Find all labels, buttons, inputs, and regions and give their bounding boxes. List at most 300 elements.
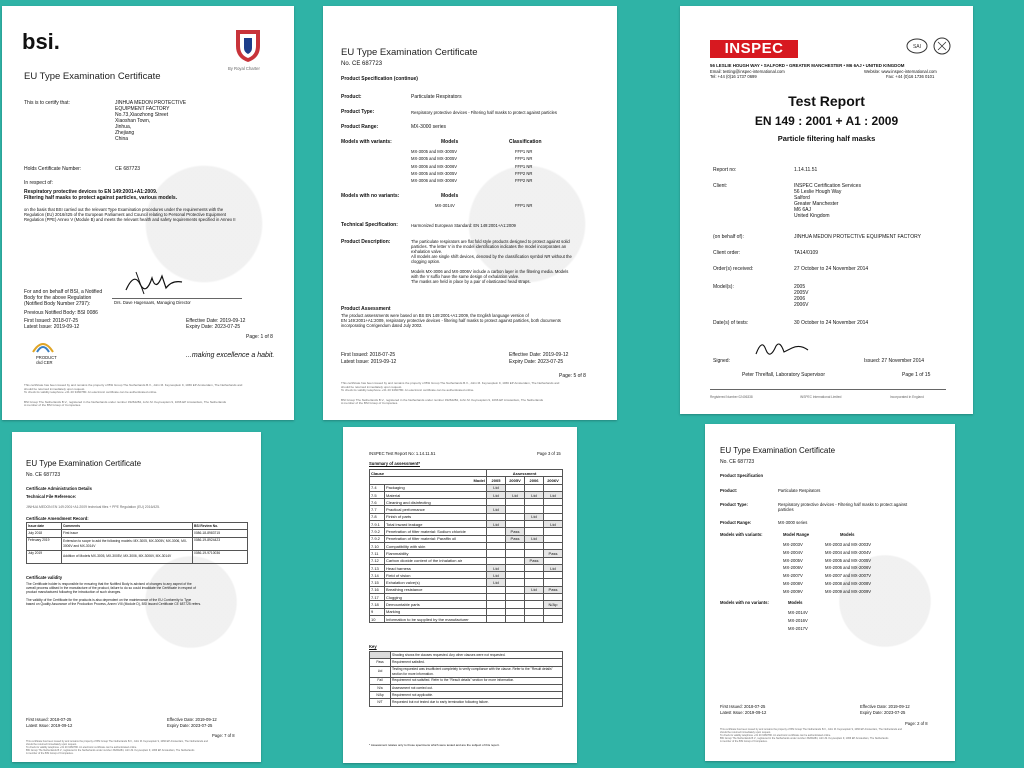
validity-line: The Certificate holder is responsible for ensuring that the Notified Body is advised of changes to any aspect of the — [26, 582, 192, 586]
models-list — [825, 541, 871, 596]
no-variants-label: Models with no variants: — [720, 600, 769, 605]
bsi-logo: bsi. — [22, 29, 60, 54]
key-code — [370, 652, 391, 659]
model-item: MX-2005 and MX-2005V — [825, 557, 872, 563]
report-standard: EN 149 : 2001 + A1 : 2009 — [754, 114, 899, 128]
table-row — [370, 699, 563, 706]
clause-number: 7.6 — [370, 499, 385, 506]
models-list — [411, 148, 457, 184]
assessment-cell — [506, 484, 525, 491]
inspec-fax: Fax: +44 (0)16 1736 0101 — [886, 74, 935, 79]
basis-text: Regulation (PPE) Annex V (Module B) and meets the relevant health and safety requirements specified in Annex II — [24, 217, 236, 222]
assessment-cell: Ltd — [487, 484, 506, 491]
assessment-cell — [506, 557, 525, 564]
signature-icon — [752, 336, 812, 362]
clause-name: Cleaning and disinfecting — [385, 499, 487, 506]
range-item: MX-2008V — [783, 580, 803, 586]
footer-line: should be returned immediately upon request. — [341, 384, 403, 389]
key-title: Key — [369, 644, 377, 649]
description — [411, 239, 572, 284]
range-item: MX-2006V — [783, 565, 803, 571]
client-line: M6 6AJ — [794, 207, 811, 213]
validity-text — [26, 582, 201, 606]
footer-line: To check its validity telephone +31 20 3460780. An electronic certificate can be authenticated online. — [720, 734, 831, 737]
product-value: Particulate Respirators — [778, 488, 821, 493]
assessment-cell — [544, 513, 563, 520]
assessment-cell — [487, 513, 506, 520]
table-row — [370, 513, 563, 520]
clause-number: 7.5 — [370, 491, 385, 498]
model-item: MX-3006 and MX-3006V — [411, 178, 458, 184]
latest-issue: Latest Issue: 2019-09-12 — [26, 723, 73, 728]
range-item: MX-2009V — [783, 588, 803, 594]
inspec-website: Website: www.inspec-international.com — [864, 69, 937, 74]
certificate-number: CE 687723 — [115, 166, 141, 172]
assessment-cell — [506, 513, 525, 520]
product-bold: Respiratory protective devices to EN 149:2001+A1:2009. — [24, 189, 158, 195]
model-col: 2005V — [506, 477, 525, 484]
key-description: Assessment not carried out. — [391, 684, 563, 691]
model-line: 2005 — [794, 284, 806, 290]
assessment-cell: N/Ap — [544, 601, 563, 608]
client-line: Salford — [794, 195, 810, 201]
desc-line: The particulate respirators are flat fold style products designed to protect against solid — [411, 239, 570, 244]
table-row — [370, 506, 563, 513]
assessment-cell — [544, 506, 563, 513]
model-col: 2005 — [487, 477, 506, 484]
table-cell: February 2019 — [27, 537, 62, 550]
test-dates-value: 30 October to 24 November 2014 — [794, 320, 869, 326]
assessment-cell — [544, 572, 563, 579]
clause-number: 7.16 — [370, 586, 385, 593]
model-item: MX-2007 and MX-2007V — [825, 573, 872, 579]
table-header: Issue date — [27, 523, 62, 530]
client-value — [794, 183, 861, 219]
page-number: Page: 7 of 8 — [212, 733, 235, 738]
inspec-email: Email: testing@inspec-international.com — [710, 69, 785, 74]
clause-name: Total inward leakage — [385, 521, 487, 528]
registered-number: Registered Number 02406338 — [710, 395, 753, 399]
assessment-cell — [506, 542, 525, 549]
amendment-label: Certificate Amendment Record: — [26, 516, 89, 521]
assessment-cell: Ltd — [525, 491, 544, 498]
assessment-cell — [506, 601, 525, 608]
models-value — [794, 284, 808, 308]
table-row — [370, 615, 563, 622]
assessment-label: Product Assessment — [341, 306, 391, 312]
sai-global-icon — [906, 38, 928, 54]
holds-label: Holds Certificate Number: — [24, 166, 82, 172]
inspec-report-page-3 — [343, 427, 577, 763]
footer — [24, 384, 242, 408]
product-value: Particulate Respirators — [411, 94, 462, 100]
certificate-title: EU Type Examination Certificate — [720, 446, 836, 455]
table-row — [370, 684, 563, 691]
key-code: Fail — [370, 677, 391, 684]
key-description: Requirement not satisfied. Refer to the "Result details" section for more information. — [391, 677, 563, 684]
model-line: 2006 — [794, 296, 806, 302]
clause-number: 7.10 — [370, 542, 385, 549]
clause-number: 7.7 — [370, 506, 385, 513]
no-variants-model: MX-3014V — [435, 203, 455, 208]
first-issued: First Issued: 2018-07-25 — [26, 717, 72, 722]
range-item: MX-2003V — [783, 542, 803, 547]
class-item: FFP1 NR — [515, 149, 533, 154]
orders-received-label: Order(s) received: — [713, 266, 754, 272]
signature-line — [112, 298, 242, 299]
clause-number: 7.11 — [370, 550, 385, 557]
model-item: MX-3006 and MX-3006V — [411, 163, 458, 169]
report-subtitle: Particle filtering half masks — [777, 134, 876, 143]
assessment-cell: Ltd — [506, 491, 525, 498]
expiry-date: Expiry Date: 2023-07-25 — [186, 324, 241, 330]
table-row — [27, 550, 248, 563]
assessment-cell — [525, 564, 544, 571]
range-item: MX-2004V — [783, 549, 803, 555]
table-row — [370, 499, 563, 506]
footer — [720, 728, 902, 743]
signature-icon — [122, 268, 186, 296]
clause-name: Compatibility with skin — [385, 542, 487, 549]
novar-item: MX-2017V — [788, 626, 808, 631]
footer-line: should be returned immediately upon request. — [720, 731, 771, 734]
assessment-cell — [506, 564, 525, 571]
assessment-cell: Ltd — [487, 564, 506, 571]
classification-list — [515, 148, 532, 184]
key-description: Requested but not tested due to early termination following failure. — [391, 699, 563, 706]
certify-label: This is to certify that: — [24, 100, 70, 106]
table-row — [370, 491, 563, 498]
accreditation-icon — [932, 36, 952, 58]
assessment-cell — [487, 550, 506, 557]
assessment-cell — [525, 484, 544, 491]
assessment-cell — [506, 521, 525, 528]
model-col: 2006 — [525, 477, 544, 484]
notified-body: For and on behalf of BSI, a Notified — [24, 289, 103, 295]
spec-continue: Product Specification (continue) — [341, 76, 418, 82]
report-header-right: Page 3 of 15 — [537, 451, 561, 456]
clause-number: 7.9.1 — [370, 521, 385, 528]
inspec-tel: Tel: +44 (0)16 1737 0699 — [710, 74, 757, 79]
key-code: Pass — [370, 659, 391, 666]
table-cell: 0086-19-8924423 — [193, 537, 248, 550]
assessment-cell — [506, 579, 525, 586]
table-header: Comments — [62, 523, 193, 530]
classification-header: Classification — [509, 139, 542, 145]
client-line: 56 Leslie Hough Way — [794, 189, 842, 195]
effective-date: Effective Date: 2019-09-12 — [860, 704, 910, 709]
page-number: Page: 5 of 8 — [559, 373, 586, 379]
model-item: MX-3005 and MX-3005V — [411, 149, 458, 154]
certificate-title: EU Type Examination Certificate — [26, 459, 142, 468]
address-line: Zhejiang — [115, 130, 135, 136]
table-row — [370, 601, 563, 608]
footer-line: This certificate has been issued by and remains the property of BSI Group The Netherlands B.V., John M. Keynesplein 9, 1066 EP Amsterdam, The Netherlands and — [26, 740, 208, 743]
report-no-value: 1.14.11.51 — [794, 167, 818, 173]
clause-name: Field of vision — [385, 572, 487, 579]
footer-line: BSI Group The Netherlands B.V., registered in the Netherlands under number 33264284, John M. Keynesplein 9, 1066 EP Amsterdam, The Netherlands — [341, 397, 544, 402]
no-variants-models-header: Models — [441, 193, 459, 199]
assessment-cell: Ltd — [525, 535, 544, 542]
validity-label: Certificate validity — [26, 575, 63, 580]
orders-received-value: 27 October to 24 November 2014 — [794, 266, 869, 272]
client-line: United Kingdom — [794, 213, 830, 219]
key-description: Shading shows the clauses requested. Any other clauses were not requested. — [391, 652, 563, 659]
assessment-cell — [544, 594, 563, 601]
footer-line: To check its validity telephone +31 20 3460780. An electronic certificate can be authenticated online. — [26, 746, 137, 749]
clause-name: Demountable parts — [385, 601, 487, 608]
assessment-cell — [487, 608, 506, 615]
clause-name: Penetration of filter material: Sodium chloride — [385, 528, 487, 535]
assessment-cell — [544, 484, 563, 491]
table-row — [370, 652, 563, 659]
notified-body: (Notified Body Number 2797): — [24, 301, 91, 307]
variants-label: Models with variants: — [341, 139, 392, 145]
assessment-cell — [544, 615, 563, 622]
effective-date: Effective Date: 2019-09-12 — [186, 318, 246, 324]
assessment-cell — [525, 528, 544, 535]
class-item: FFP1 NR — [515, 156, 533, 162]
model-range-header: Model Range — [783, 532, 810, 537]
novar-item: MX-2014V — [788, 610, 808, 615]
clause-name: Carbon dioxide content of the inhalation air — [385, 557, 487, 564]
footer-line: To check its validity telephone +31 20 3460780. An electronic certificate can be authenticated online. — [24, 390, 158, 395]
client-order-label: Client order: — [713, 250, 741, 256]
address-line: EQUIPMENT FACTORY — [115, 106, 170, 112]
company-name: INSPEC International Limited — [800, 395, 842, 399]
assessment-header: Assessment — [487, 470, 563, 477]
assessment-cell — [544, 499, 563, 506]
watermark — [795, 521, 955, 721]
behalf-label: (on behalf of): — [713, 234, 744, 240]
validity-line: based on Quality Assurance of the Production Process, Annex VIII (Module D), BSI Issued Certificate CE 687725 refers. — [26, 602, 202, 606]
kitemark-icon — [32, 340, 54, 354]
table-row — [27, 530, 248, 537]
expiry-date: Expiry Date: 2023-07-25 — [509, 359, 564, 365]
expiry-date: Expiry Date: 2023-07-25 — [860, 710, 906, 715]
footer — [341, 382, 559, 406]
table-cell: Extension to scope to add the following models: MX-3005, MX-3005V, MX-3006, MX-3006V and MX-3014V — [62, 537, 193, 550]
inspec-test-report — [680, 6, 973, 414]
range-label: Product Range: — [720, 520, 752, 525]
footer-line: BSI Group The Netherlands B.V., registered in the Netherlands under number 33264284, John M. Keynesplein 9, 1066 EP Amsterdam, The Netherlands — [26, 749, 195, 752]
validity-line: product manufactured following the introduction of such changes. — [26, 590, 122, 594]
assessment-cell — [487, 528, 506, 535]
key-code: N/a — [370, 684, 391, 691]
latest-issue: Latest Issue: 2019-09-12 — [341, 359, 397, 365]
certificate-page-5 — [323, 6, 617, 420]
royal-crest-icon — [228, 26, 268, 64]
assessment-line: The product assessments were based on BS EN 149:2001+A1:2009, the English language version of — [341, 313, 529, 318]
no-variants-class: FFP1 NR — [515, 203, 533, 208]
table-row — [370, 572, 563, 579]
latest-issue: Latest Issue: 2019-09-12 — [720, 710, 767, 715]
report-no-label: Report no: — [713, 167, 737, 173]
assessment-cell — [487, 586, 506, 593]
signatory: Drs. Dave Hagenaars, Managing Director — [114, 300, 191, 305]
first-issued: First Issued: 2018-07-25 — [720, 704, 766, 709]
model-item: MX-2008 and MX-2008V — [825, 580, 872, 586]
table-row — [370, 484, 563, 491]
product-label: Product: — [341, 94, 362, 100]
assessment-line: incorporating Corrigendum dated July 2002. — [341, 323, 423, 328]
assessment-cell — [544, 528, 563, 535]
table-row — [370, 586, 563, 593]
assessment-cell — [525, 499, 544, 506]
clause-number: 7.8 — [370, 513, 385, 520]
test-dates-label: Date(s) of tests: — [713, 320, 749, 326]
assessment-cell — [544, 542, 563, 549]
model-item: MX-2006 and MX-2006V — [825, 565, 872, 571]
model-line: 2005V — [794, 290, 809, 296]
certificate-number: No. CE 687723 — [341, 61, 383, 67]
range-label: Product Range: — [341, 124, 379, 130]
key-code: N/T — [370, 699, 391, 706]
footer-line: To check its validity telephone +31 20 3460780. An electronic certificate can be authenticated online. — [341, 388, 475, 393]
tfr-value: JINHUA MEDON EN 149:2001+A1:2009 technical files + PPE Regulation (EU) 2016/425. — [26, 505, 161, 509]
clause-header: Clause — [370, 470, 487, 477]
clause-number: 7.17 — [370, 594, 385, 601]
tagline: ...making excellence a habit. — [186, 352, 275, 359]
clause-name: Head harness — [385, 564, 487, 571]
incorporation: Incorporated in England — [890, 395, 924, 399]
report-header-left: INSPEC Test Report No: 1.14.11.51 — [369, 451, 436, 456]
assessment-cell — [525, 615, 544, 622]
table-row — [27, 523, 248, 530]
model-item: MX-3005 and MX-3005V — [411, 156, 458, 162]
model-header: Model — [370, 477, 487, 484]
assessment-table — [369, 469, 563, 623]
assessment-cell — [506, 499, 525, 506]
assessment-cell — [506, 594, 525, 601]
desc-line: with the V suffix have the same design of exhalation valve. — [411, 274, 520, 279]
clause-name: Practical performance — [385, 506, 487, 513]
table-cell: July 2019 — [27, 550, 62, 563]
desc-line: exhalation valve. — [411, 249, 443, 254]
page-number: Page 1 of 15 — [902, 372, 931, 378]
table-row — [370, 470, 563, 477]
type-label: Product Type: — [341, 109, 375, 115]
footer-line: A member of the BSI Group of Companies. — [26, 752, 74, 755]
client-line: INSPEC Certification Services — [794, 183, 861, 189]
assessment-cell: Pass — [506, 535, 525, 542]
table-row — [370, 677, 563, 684]
class-item: FFP2 NR — [515, 178, 533, 184]
assessment-cell — [525, 550, 544, 557]
clause-name: Material — [385, 491, 487, 498]
address-line: JINHUA MEDON PROTECTIVE — [115, 100, 187, 106]
type-label: Product Type: — [720, 502, 748, 507]
assessment-cell: Ltd — [487, 491, 506, 498]
footer-line: BSI Group The Netherlands B.V., registered in the Netherlands under number 33264284, John M. Keynesplein 9, 1066 EP Amsterdam, The Netherlands — [720, 737, 889, 740]
assessment-cell — [544, 579, 563, 586]
clause-name: Penetration of filter material: Paraffin oil — [385, 535, 487, 542]
assessment-cell — [506, 572, 525, 579]
address-line: Jinhua, — [115, 124, 132, 130]
no-variants-header: Models — [788, 600, 803, 605]
clause-number: 10 — [370, 615, 385, 622]
key-description: Requirement not applicable. — [391, 692, 563, 699]
table-row — [370, 535, 563, 542]
assessment-cell — [487, 615, 506, 622]
assessment-line: EN 149:2001+A1:2009, respiratory protective devices - filtering half masks to protect against particles, both documents — [341, 318, 561, 323]
type-value: particles — [778, 507, 794, 512]
signed-label: Signed: — [713, 358, 730, 364]
variants-label: Models with variants: — [720, 532, 763, 537]
report-heading: Test Report — [788, 93, 865, 109]
assessment-cell — [487, 499, 506, 506]
table-row — [370, 521, 563, 528]
assessment-cell — [525, 579, 544, 586]
validity-line: The validity of the Certificate for the products is also dependent on the maintenance of the EU Conformity to Type — [26, 598, 192, 602]
assessment-cell — [506, 608, 525, 615]
assessment-cell — [525, 594, 544, 601]
range-item: MX-2005V — [783, 557, 803, 563]
desc-line: The masks are held in place by a pair of elasticated head straps. — [411, 279, 531, 284]
model-line: 2006V — [794, 302, 809, 308]
description-label: Product Description: — [341, 239, 391, 245]
assessment-cell: Ltd — [544, 491, 563, 498]
models-label: Model(s): — [713, 284, 734, 290]
assessment-cell — [525, 608, 544, 615]
assessment-cell — [506, 506, 525, 513]
assessment-cell: Pass — [506, 528, 525, 535]
admin-details: Certificate Administration Details — [26, 486, 92, 491]
type-value: Respiratory protective devices - Filtering half masks to protect against — [778, 502, 908, 507]
footer-line: A member of the BSI Group of Companies. — [720, 740, 768, 743]
range-value: MX-3000 series — [778, 520, 808, 525]
desc-line: clogging option. — [411, 259, 441, 264]
table-cell: July 2018 — [27, 530, 62, 537]
desc-line: particles. The letter V in the model identification indicates the model incorporates an — [411, 244, 567, 249]
table-row — [370, 550, 563, 557]
assessment-cell — [506, 615, 525, 622]
footnote: * Assessment relates only to those specimens which were tested and are the subject of this report. — [369, 743, 500, 747]
assessment-cell — [525, 572, 544, 579]
address-line: Xiaoshan Town, — [115, 118, 151, 124]
validity-line: overall process utilised in the manufacture of the product, failure to do so could invalidate the Certificate in respect of — [26, 586, 196, 590]
assessment-cell — [487, 594, 506, 601]
svg-text:SAI: SAI — [912, 44, 922, 50]
watermark — [94, 120, 294, 380]
table-cell: Addition of Models MX-3005, MX-3005V, MX-3006, MX-3006V, MX-3014V — [62, 550, 193, 563]
desc-line: Models MX-3006 and MX-3006V include a carbon layer in the filtering media. Models — [411, 269, 569, 274]
inspec-address: 56 LESLIE HOUGH WAY • SALFORD • GREATER MANCHESTER • M6 6AJ • UNITED KINGDOM — [710, 63, 905, 68]
table-row — [370, 557, 563, 564]
assessment-cell: Ltd — [487, 521, 506, 528]
assessment-cell: Pass — [525, 557, 544, 564]
clause-name: Information to be supplied by the manufacturer — [385, 615, 487, 622]
assessment-cell — [544, 608, 563, 615]
footer-line: This certificate has been issued by and remains the property of BSI Group The Netherlands B.V., John M. Keynesplein 9, 1066 EP Amsterdam, The Netherlands and — [720, 728, 902, 731]
tfr-label: Technical File Reference: — [26, 494, 77, 499]
assessment-cell: Ltd — [544, 564, 563, 571]
assessment-cell: Pass — [544, 586, 563, 593]
certificate-title: EU Type Examination Certificate — [341, 47, 478, 58]
table-row — [370, 608, 563, 615]
assessment-cell — [525, 506, 544, 513]
table-row — [370, 659, 563, 666]
assessment-cell — [525, 601, 544, 608]
respect-label: In respect of: — [24, 180, 53, 186]
footer-line: A member of the BSI Group of Companies. — [24, 403, 82, 408]
certificate-page-1 — [2, 6, 294, 420]
clause-number: 7.14 — [370, 572, 385, 579]
assessment-cell — [487, 557, 506, 564]
table-cell: First issue — [62, 530, 193, 537]
tech-spec-value: Harmonized European Standard: EN 149:2001+A1:2009 — [411, 223, 516, 228]
client-line: Greater Manchester — [794, 201, 839, 207]
